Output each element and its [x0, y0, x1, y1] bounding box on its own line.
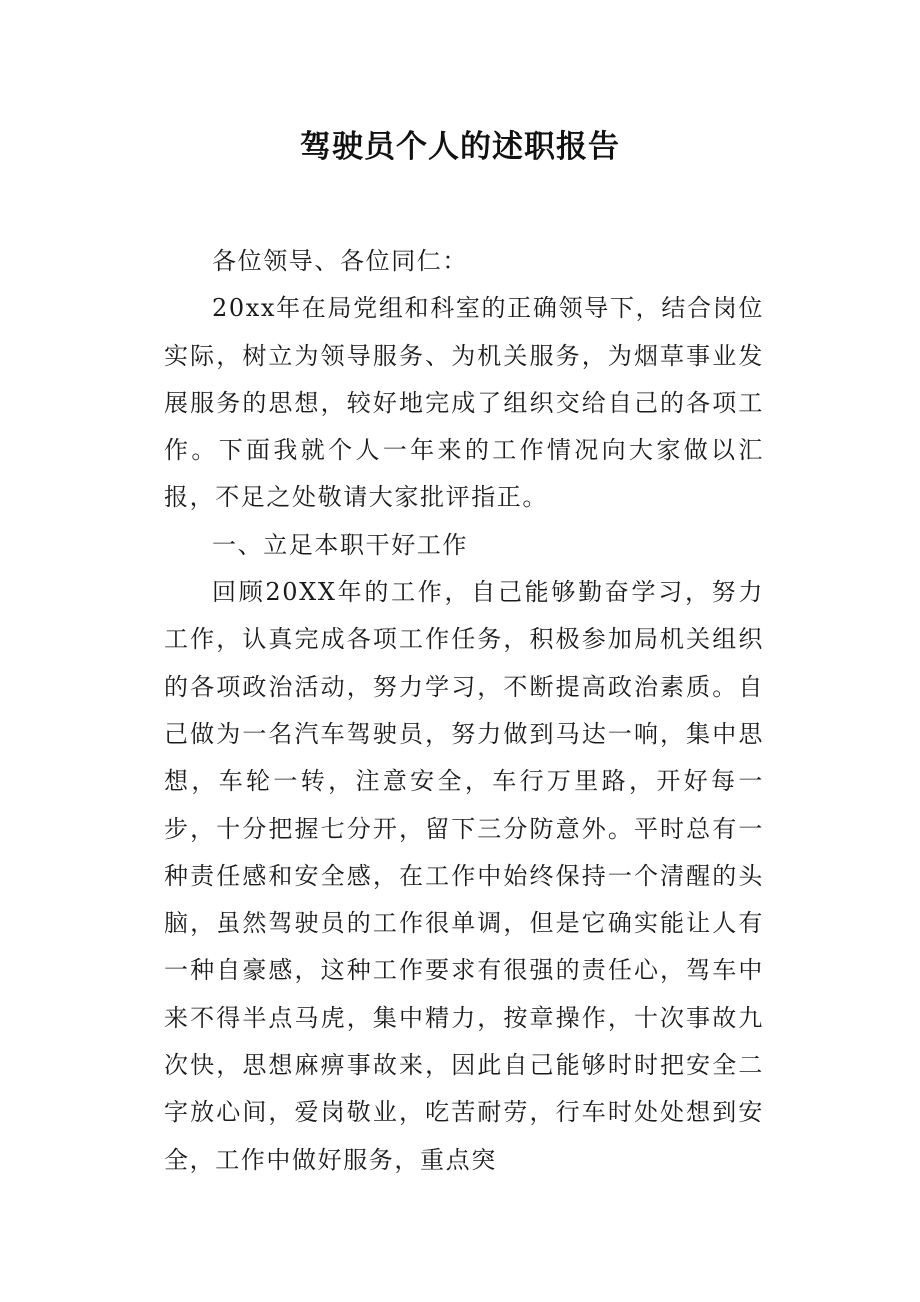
document-title: 驾驶员个人的述职报告: [300, 129, 620, 165]
document-body: [164, 238, 764, 1184]
greeting-paragraph: 各位领导、各位同仁：: [212, 247, 468, 275]
section-heading: 一、立足本职干好工作: [212, 530, 468, 559]
intro-paragraph: 20xx年在局党组和科室的正确领导下，结合岗位实际，树立为领导服务、为机关服务，为烟草事业发展服务的思想，较好地完成了组织交给自己的各项工作。下面我就个人一年来的工作情况向大家做以汇报，不足之处敬请大家批评指正。: [164, 294, 764, 512]
body-paragraph: 回顾20XX年的工作，自己能够勤奋学习，努力工作，认真完成各项工作任务，积极参加局机关组织的各项政治活动，努力学习，不断提高政治素质。自己做为一名汽车驾驶员，努力做到马达一响，集中思想，车轮一转，注意安全，车行万里路，开好每一步，十分把握七分开，留下三分防意外。平时总有一种责任感和安全感，在工作中始终保持一个清醒的头脑，虽然驾驶员的工作很单调，但是它确实能让人有一种自豪感，这种工作要求有很强的责任心，驾车中来不得半点马虎，集中精力，按章操作，十次事故九次快，思想麻痹事故来，因此自己能够时时把安全二字放心间，爱岗敬业，吃苦耐劳，行车时处处想到安全，工作中做好服务，重点突: [164, 578, 764, 1174]
